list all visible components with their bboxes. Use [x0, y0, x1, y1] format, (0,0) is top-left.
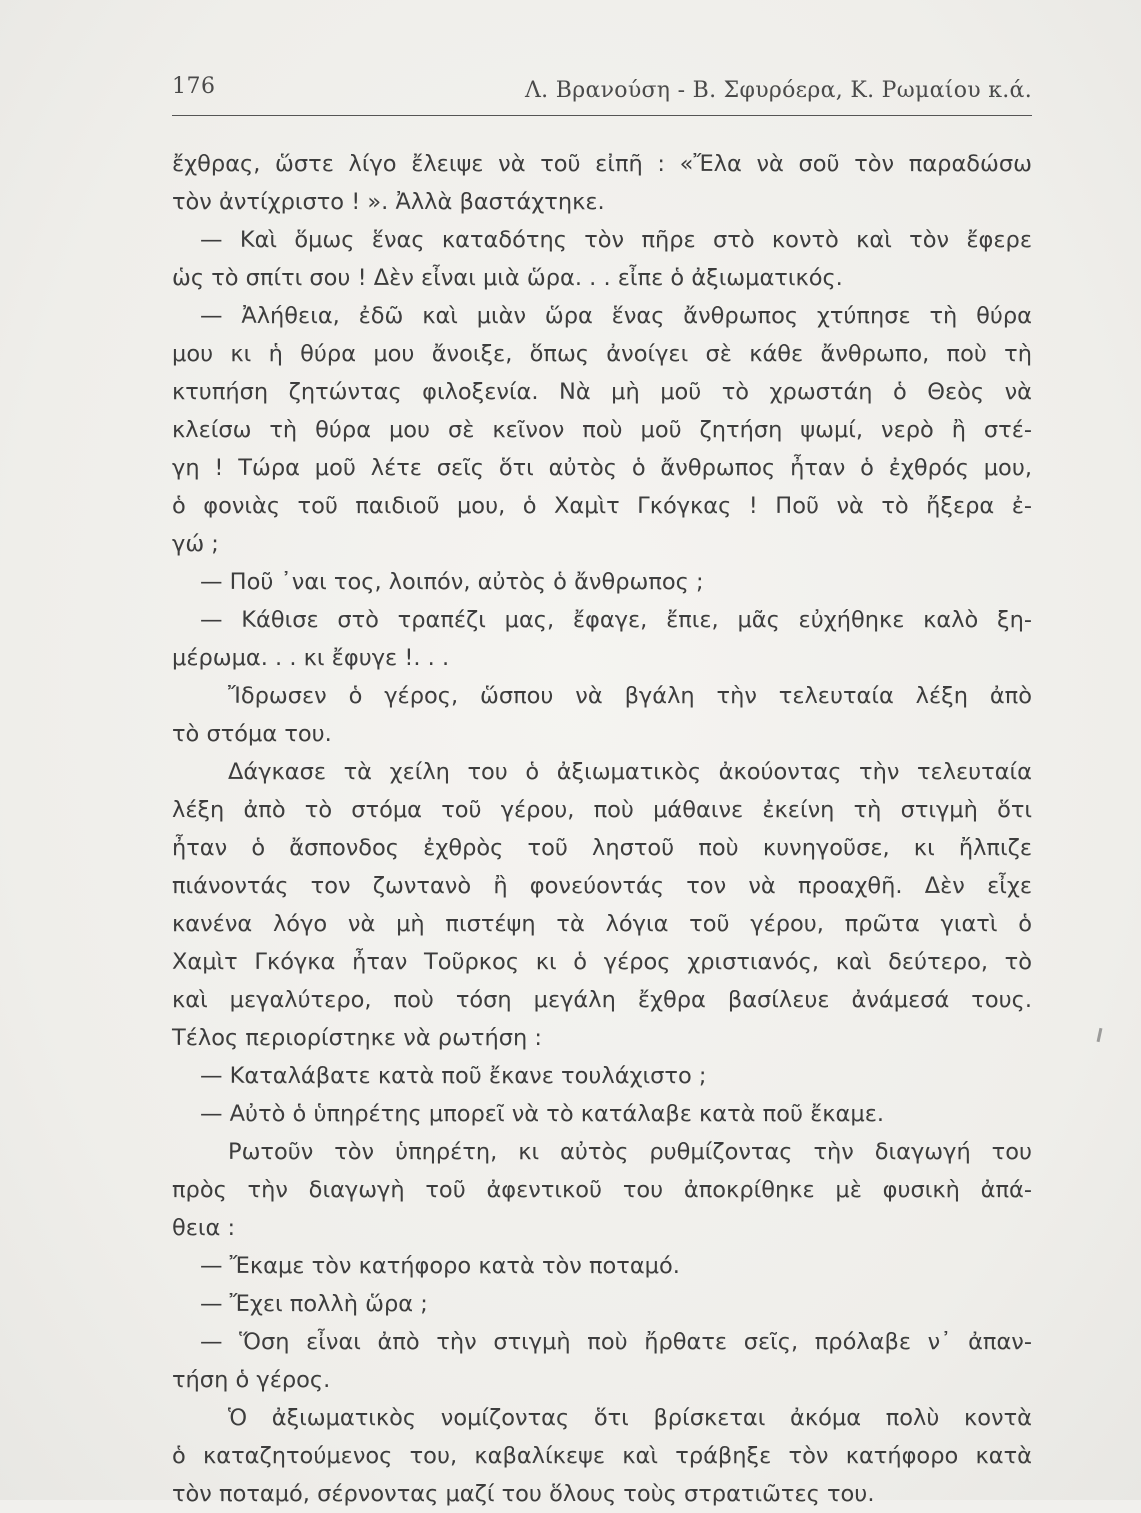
text-line: μέρωμα. . . κι ἔφυγε !. . .: [172, 645, 450, 671]
text-line: — Ὅση εἶναι ἀπὸ τὴν στιγμὴ ποὺ ἤρθατε σεῖς, πρόλαβε ν᾽ ἀπαν-: [200, 1329, 1032, 1355]
text-line: γώ ;: [172, 531, 219, 557]
header-rule: [172, 115, 1032, 116]
page-header: [172, 70, 1032, 114]
text-line: ἔχθρας, ὥστε λίγο ἔλειψε νὰ τοῦ εἰπῆ : «Ἔλα νὰ σοῦ τὸν παραδώσω: [172, 151, 1032, 177]
text-line: — Αὐτὸ ὁ ὑπηρέτης μπορεῖ νὰ τὸ κατάλαβε κατὰ ποῦ ἔκαμε.: [200, 1101, 885, 1127]
text-line: Χαμὶτ Γκόγκα ἦταν Τοῦρκος κι ὁ γέρος χριστιανός, καὶ δεύτερο, τὸ: [172, 949, 1032, 975]
text-line: πρὸς τὴν διαγωγὴ τοῦ ἀφεντικοῦ του ἀποκρίθηκε μὲ φυσικὴ ἀπά-: [172, 1177, 1032, 1203]
text-line: μου κι ἡ θύρα μου ἄνοιξε, ὅπως ἀνοίγει σὲ κάθε ἄνθρωπο, ποὺ τὴ: [172, 341, 1032, 367]
text-line: ἦταν ὁ ἄσπονδος ἐχθρὸς τοῦ ληστοῦ ποὺ κυνηγοῦσε, κι ἤλπιζε: [172, 835, 1032, 861]
text-line: — Ποῦ ᾽ναι τος, λοιπόν, αὐτὸς ὁ ἄνθρωπος ;: [200, 569, 704, 595]
text-line: — Κάθισε στὸ τραπέζι μας, ἔφαγε, ἔπιε, μᾶς εὐχήθηκε καλὸ ξη-: [200, 607, 1032, 633]
text-line: — Καὶ ὅμως ἕνας καταδότης τὸν πῆρε στὸ κοντὸ καὶ τὸν ἔφερε: [200, 227, 1032, 253]
text-line: — Καταλάβατε κατὰ ποῦ ἔκανε τουλάχιστο ;: [200, 1063, 707, 1089]
text-line: Δάγκασε τὰ χείλη του ὁ ἀξιωματικὸς ἀκούοντας τὴν τελευταία: [228, 759, 1032, 785]
running-head: Λ. Βρανούση - Β. Σφυρόερα, Κ. Ρωμαίου κ.ά.: [524, 78, 1032, 103]
text-line: κλείσω τὴ θύρα μου σὲ κεῖνον ποὺ μοῦ ζητήση ψωμί, νερὸ ἢ στέ-: [172, 417, 1032, 443]
text-line: — Ἔχει πολλὴ ὥρα ;: [200, 1291, 428, 1317]
text-line: ὁ καταζητούμενος του, καβαλίκεψε καὶ τράβηξε τὸν κατήφορο κατὰ: [172, 1443, 1032, 1469]
text-line: τὸν ἀντίχριστο ! ». Ἀλλὰ βαστάχτηκε.: [172, 189, 605, 215]
text-line: Ὁ ἀξιωματικὸς νομίζοντας ὅτι βρίσκεται ἀκόμα πολὺ κοντὰ: [228, 1405, 1032, 1431]
text-line: πιάνοντάς τον ζωντανὸ ἢ φονεύοντάς τον νὰ προαχθῆ. Δὲν εἶχε: [172, 873, 1032, 899]
text-line: Ἴδρωσεν ὁ γέρος, ὥσπου νὰ βγάλη τὴν τελευταία λέξη ἀπὸ: [228, 683, 1032, 709]
text-line: Ρωτοῦν τὸν ὑπηρέτη, κι αὐτὸς ρυθμίζοντας τὴν διαγωγή του: [228, 1139, 1032, 1165]
text-line: τὸ στόμα του.: [172, 721, 332, 747]
text-line: ὁ φονιὰς τοῦ παιδιοῦ μου, ὁ Χαμὶτ Γκόγκας ! Ποῦ νὰ τὸ ἤξερα ἐ-: [172, 493, 1032, 519]
text-line: τὸν ποταμό, σέρνοντας μαζί του ὅλους τοὺς στρατιῶτες του.: [172, 1481, 875, 1507]
text-line: ὡς τὸ σπίτι σου ! Δὲν εἶναι μιὰ ὥρα. . . εἶπε ὁ ἀξιωματικός.: [172, 265, 843, 291]
text-line: Τέλος περιορίστηκε νὰ ρωτήση :: [172, 1025, 542, 1051]
text-line: κανένα λόγο νὰ μὴ πιστέψη τὰ λόγια τοῦ γέρου, πρῶτα γιατὶ ὁ: [172, 911, 1032, 937]
text-line: θεια :: [172, 1215, 236, 1241]
page-number: 176: [172, 74, 216, 99]
text-line: λέξη ἀπὸ τὸ στόμα τοῦ γέρου, ποὺ μάθαινε ἐκείνη τὴ στιγμὴ ὅτι: [172, 797, 1032, 823]
stray-ink-mark: [1097, 1028, 1103, 1042]
text-line: — Ἀλήθεια, ἐδῶ καὶ μιὰν ὥρα ἕνας ἄνθρωπος χτύπησε τὴ θύρα: [200, 303, 1032, 329]
text-line: κτυπήση ζητώντας φιλοξενία. Νὰ μὴ μοῦ τὸ χρωστάη ὁ Θεὸς νὰ: [172, 379, 1032, 405]
text-line: καὶ μεγαλύτερο, ποὺ τόση μεγάλη ἔχθρα βασίλευε ἀνάμεσά τους.: [172, 987, 1032, 1013]
text-line: τήση ὁ γέρος.: [172, 1367, 331, 1393]
text-line: γη ! Τώρα μοῦ λέτε σεῖς ὅτι αὐτὸς ὁ ἄνθρωπος ἦταν ὁ ἐχθρός μου,: [172, 455, 1032, 481]
text-line: — Ἔκαμε τὸν κατήφορο κατὰ τὸν ποταμό.: [200, 1253, 680, 1279]
